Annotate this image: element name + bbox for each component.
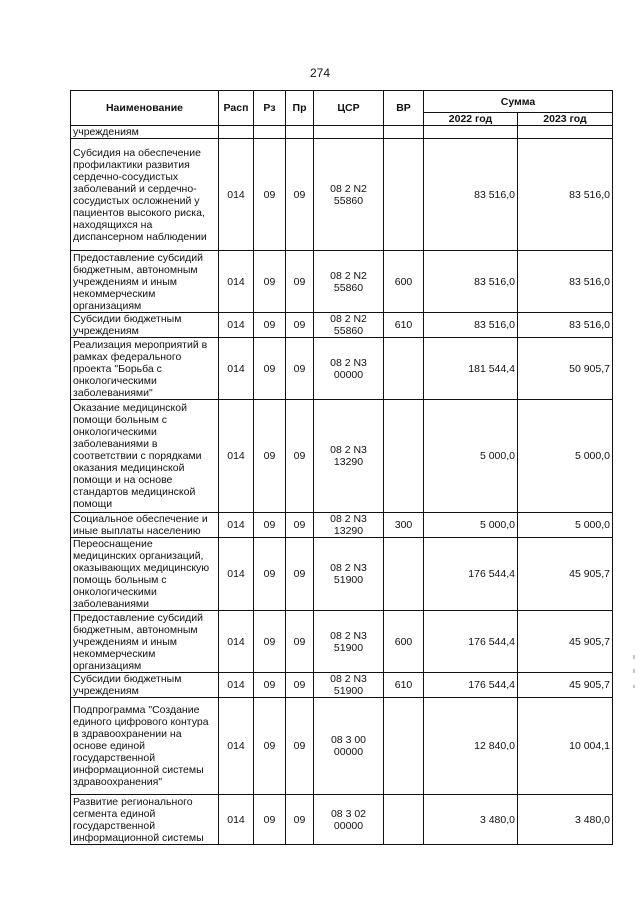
row-pr: 09 xyxy=(286,538,314,611)
row-sum-2023: 83 516,0 xyxy=(518,139,613,251)
row-sum-2023: 3 480,0 xyxy=(518,795,613,845)
row-csr: 08 2 N3 13290 xyxy=(314,400,384,513)
row-csr: 08 3 00 00000 xyxy=(314,698,384,795)
row-pr: 09 xyxy=(286,139,314,251)
page-number: 274 xyxy=(309,66,331,80)
row-rz: 09 xyxy=(254,251,286,313)
row-name: Социальное обеспечение и иные выплаты населению xyxy=(71,513,219,538)
row-sum-2023: 83 516,0 xyxy=(518,251,613,313)
row-rasp: 014 xyxy=(219,338,254,400)
header-rasp: Расп xyxy=(219,91,254,126)
row-sum-2022: 176 544,4 xyxy=(424,611,518,673)
row-name: Оказание медицинской помощи больным с онкологическими заболеваниями в соответствии с порядками оказания медицинской помощи и на основе стандартов медицинской помощи xyxy=(71,400,219,513)
table-row xyxy=(71,126,613,139)
row-sum-2022: 83 516,0 xyxy=(424,139,518,251)
table-row xyxy=(71,673,613,698)
row-vr: 600 xyxy=(384,251,424,313)
row-name: Переоснащение медицинских организаций, оказывающих медицинскую помощь больным с онкологическими заболеваниями xyxy=(71,538,219,611)
row-name: Субсидии бюджетным учреждениям xyxy=(71,313,219,338)
row-csr: 08 2 N2 55860 xyxy=(314,313,384,338)
row-rz: 09 xyxy=(254,673,286,698)
row-pr xyxy=(286,126,314,139)
row-rz xyxy=(254,126,286,139)
row-pr: 09 xyxy=(286,795,314,845)
row-vr xyxy=(384,139,424,251)
header-csr: ЦСР xyxy=(314,91,384,126)
row-sum-2022: 83 516,0 xyxy=(424,313,518,338)
row-sum-2023: 5 000,0 xyxy=(518,513,613,538)
row-sum-2022 xyxy=(424,126,518,139)
row-name: Предоставление субсидий бюджетным, автономным учреждениям и иным некоммерческим организациям xyxy=(71,251,219,313)
row-sum-2023: 45 905,7 xyxy=(518,611,613,673)
row-rz: 09 xyxy=(254,538,286,611)
row-name: Подпрограмма "Создание единого цифрового контура в здравоохранении на основе единой государственной информационной системы здравоохранения" xyxy=(71,698,219,795)
row-pr: 09 xyxy=(286,400,314,513)
header-year-2022: 2022 год xyxy=(424,113,518,126)
row-csr: 08 2 N3 51900 xyxy=(314,673,384,698)
row-name: Предоставление субсидий бюджетным, автономным учреждениям и иным некоммерческим организациям xyxy=(71,611,219,673)
table-body xyxy=(71,126,613,845)
row-rasp: 014 xyxy=(219,251,254,313)
row-vr: 610 xyxy=(384,673,424,698)
row-rz: 09 xyxy=(254,139,286,251)
row-vr: 610 xyxy=(384,313,424,338)
scan-artifact xyxy=(632,655,636,695)
row-vr xyxy=(384,400,424,513)
row-rz: 09 xyxy=(254,338,286,400)
table-row xyxy=(71,251,613,313)
row-vr xyxy=(384,338,424,400)
table-row xyxy=(71,400,613,513)
row-rasp: 014 xyxy=(219,139,254,251)
row-name: Развитие регионального сегмента единой государственной информационной системы xyxy=(71,795,219,845)
row-sum-2023: 5 000,0 xyxy=(518,400,613,513)
row-vr: 300 xyxy=(384,513,424,538)
row-csr: 08 2 N3 51900 xyxy=(314,611,384,673)
header-year-2023: 2023 год xyxy=(518,113,613,126)
table-row xyxy=(71,795,613,845)
row-csr: 08 2 N3 00000 xyxy=(314,338,384,400)
table-row xyxy=(71,698,613,795)
budget-table xyxy=(70,90,613,845)
row-sum-2022: 3 480,0 xyxy=(424,795,518,845)
row-pr: 09 xyxy=(286,313,314,338)
row-sum-2022: 12 840,0 xyxy=(424,698,518,795)
table-row xyxy=(71,139,613,251)
table-row xyxy=(71,338,613,400)
row-pr: 09 xyxy=(286,513,314,538)
row-pr: 09 xyxy=(286,673,314,698)
row-csr: 08 2 N2 55860 xyxy=(314,251,384,313)
row-pr: 09 xyxy=(286,698,314,795)
row-sum-2023: 10 004,1 xyxy=(518,698,613,795)
row-pr: 09 xyxy=(286,611,314,673)
row-sum-2023: 50 905,7 xyxy=(518,338,613,400)
table-row xyxy=(71,611,613,673)
row-rasp: 014 xyxy=(219,538,254,611)
table-row xyxy=(71,313,613,338)
header-name: Наименование xyxy=(71,91,219,126)
row-rz: 09 xyxy=(254,795,286,845)
row-name: Субсидия на обеспечение профилактики развития сердечно-сосудистых заболеваний и сердечно-сосудистых осложнений у пациентов высокого риска, находящихся на диспансерном наблюдении xyxy=(71,139,219,251)
row-rasp: 014 xyxy=(219,611,254,673)
row-rasp xyxy=(219,126,254,139)
row-name: учреждениям xyxy=(71,126,219,139)
row-csr: 08 2 N3 13290 xyxy=(314,513,384,538)
row-sum-2022: 5 000,0 xyxy=(424,400,518,513)
row-sum-2023: 45 905,7 xyxy=(518,673,613,698)
row-csr: 08 3 02 00000 xyxy=(314,795,384,845)
row-sum-2022: 181 544,4 xyxy=(424,338,518,400)
row-vr xyxy=(384,795,424,845)
row-rasp: 014 xyxy=(219,698,254,795)
table-header xyxy=(71,91,613,126)
row-vr xyxy=(384,538,424,611)
row-sum-2023: 83 516,0 xyxy=(518,313,613,338)
row-vr xyxy=(384,126,424,139)
row-rz: 09 xyxy=(254,611,286,673)
header-vr: ВР xyxy=(384,91,424,126)
row-sum-2022: 176 544,4 xyxy=(424,538,518,611)
row-sum-2022: 83 516,0 xyxy=(424,251,518,313)
table-row xyxy=(71,538,613,611)
row-sum-2022: 176 544,4 xyxy=(424,673,518,698)
row-sum-2023: 45 905,7 xyxy=(518,538,613,611)
row-rasp: 014 xyxy=(219,795,254,845)
row-rasp: 014 xyxy=(219,400,254,513)
row-csr: 08 2 N3 51900 xyxy=(314,538,384,611)
row-csr xyxy=(314,126,384,139)
row-pr: 09 xyxy=(286,251,314,313)
row-sum-2022: 5 000,0 xyxy=(424,513,518,538)
row-vr xyxy=(384,698,424,795)
header-pr: Пр xyxy=(286,91,314,126)
row-rasp: 014 xyxy=(219,313,254,338)
table-row xyxy=(71,513,613,538)
row-rasp: 014 xyxy=(219,673,254,698)
row-rz: 09 xyxy=(254,313,286,338)
row-rz: 09 xyxy=(254,698,286,795)
row-name: Реализация мероприятий в рамках федерального проекта "Борьба с онкологическими заболеваниями" xyxy=(71,338,219,400)
header-sum: Сумма xyxy=(424,91,613,113)
row-rz: 09 xyxy=(254,513,286,538)
row-name: Субсидии бюджетным учреждениям xyxy=(71,673,219,698)
row-rz: 09 xyxy=(254,400,286,513)
row-pr: 09 xyxy=(286,338,314,400)
row-sum-2023 xyxy=(518,126,613,139)
row-csr: 08 2 N2 55860 xyxy=(314,139,384,251)
header-rz: Рз xyxy=(254,91,286,126)
row-vr: 600 xyxy=(384,611,424,673)
row-rasp: 014 xyxy=(219,513,254,538)
